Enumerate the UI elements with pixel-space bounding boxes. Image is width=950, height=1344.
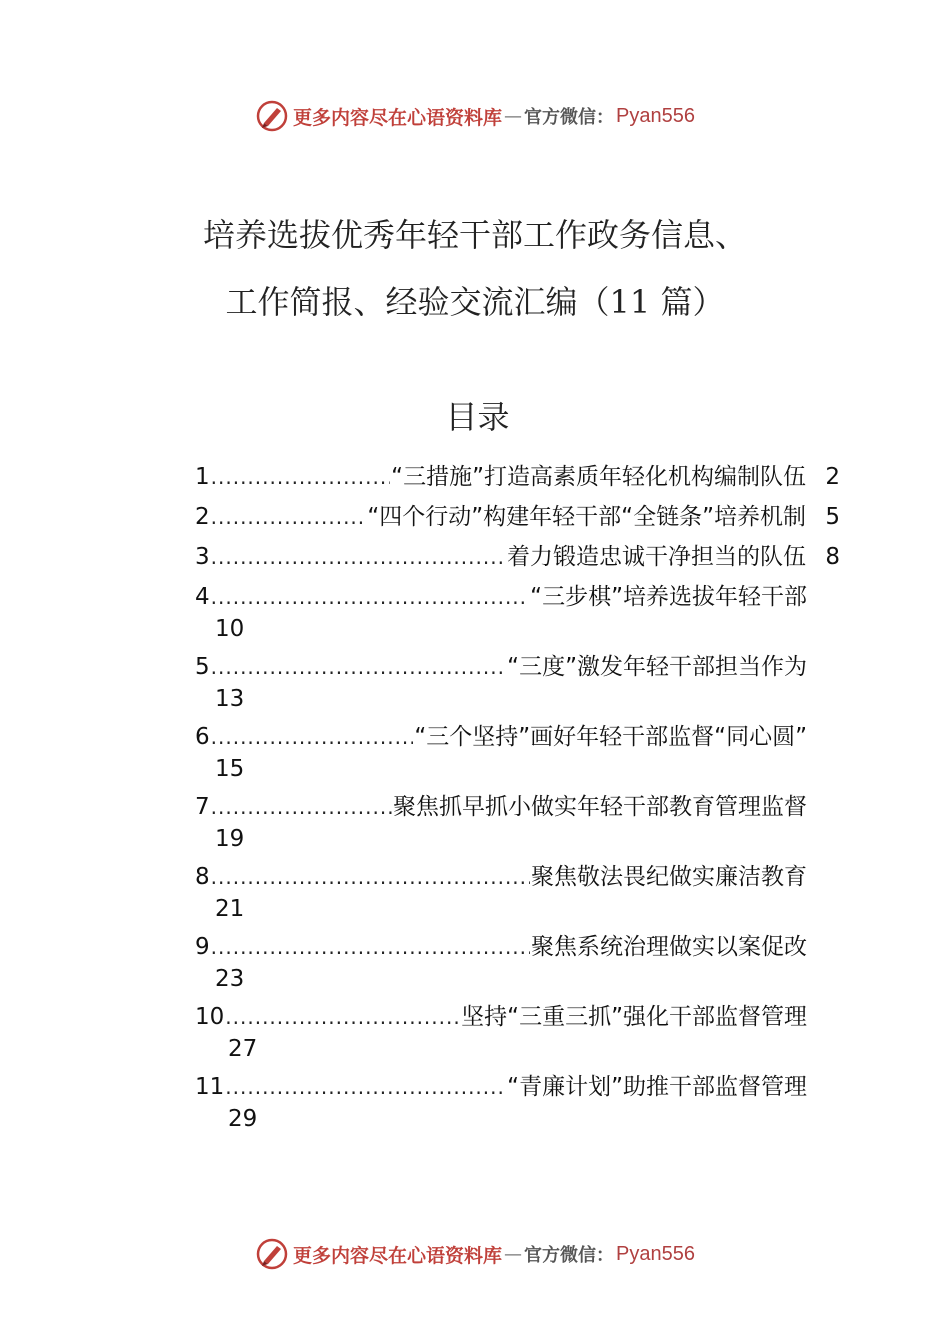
dot-leader [225,1002,460,1032]
toc-entry-number: 3 [195,544,210,570]
toc-entry-number: 4 [195,584,210,610]
toc-entry-number: 9 [195,934,210,960]
toc-entry-title: 聚焦敬法畏纪做实廉洁教育 [531,864,807,890]
dot-leader [211,932,530,962]
toc-entry-page: 13 [215,686,245,712]
document-title-line-2: 工作简报、经验交流汇编（11 篇） [225,283,725,321]
toc-entry-number: 2 [195,504,210,530]
toc-entry-page: 19 [215,826,245,852]
toc-entry[interactable] [195,722,845,792]
wechat-id: Pyan556 [616,1242,695,1265]
toc-entry[interactable] [195,462,845,502]
toc-entry[interactable] [195,932,845,1002]
toc-entry-number: 8 [195,864,210,890]
toc-entry-number: 11 [195,1074,225,1100]
toc-entry-page: 23 [215,966,245,992]
dot-leader [211,722,414,752]
toc-entry-page: 10 [215,616,245,642]
dot-leader [211,582,530,612]
toc-entry[interactable] [195,792,845,862]
pen-logo-icon [255,99,289,133]
document-title-line-1: 培养选拔优秀年轻干部工作政务信息、 [202,216,747,254]
toc-entry-page: 5 [825,504,840,530]
toc-entry-title: 聚焦抓早抓小做实年轻干部教育管理监督 [393,794,807,820]
toc-entry-page: 21 [215,896,245,922]
toc-entry-page: 15 [215,756,245,782]
toc-entry-title: “三个坚持”画好年轻干部监督“同心圆” [414,724,807,750]
table-of-contents [195,462,845,1142]
banner-dash: — [504,1243,523,1265]
toc-entry-title: 着力锻造忠诚干净担当的队伍 [507,544,806,570]
header-watermark-banner [0,96,950,136]
dot-leader [211,542,506,572]
toc-entry-number: 7 [195,794,210,820]
dot-leader [211,792,392,822]
wechat-label: 官方微信： [524,107,615,128]
toc-entry-title: “三步棋”培养选拔年轻干部 [530,584,807,610]
toc-entry[interactable] [195,502,845,542]
toc-entry[interactable] [195,582,845,652]
toc-entry-title: 坚持“三重三抓”强化干部监督管理 [461,1004,807,1030]
toc-entry-number: 6 [195,724,210,750]
toc-entry-page: 29 [228,1106,258,1132]
toc-entry[interactable] [195,1072,845,1142]
wechat-id: Pyan556 [616,104,695,127]
toc-entry-title: “三度”激发年轻干部担当作为 [507,654,807,680]
toc-entry-number: 5 [195,654,210,680]
dot-leader [211,862,530,892]
brand-text: 更多内容尽在心语资料库 [293,1244,503,1267]
toc-entry-title: “青廉计划”助推干部监督管理 [507,1074,807,1100]
toc-entry[interactable] [195,542,845,582]
toc-entry-page: 2 [825,464,840,490]
toc-entry[interactable] [195,1002,845,1072]
dot-leader [211,462,391,492]
dot-leader [211,652,507,682]
toc-entry-number: 1 [195,464,210,490]
toc-entry-number: 10 [195,1004,225,1030]
dot-leader [225,1072,506,1102]
toc-entry-title: 聚焦系统治理做实以案促改 [531,934,807,960]
brand-text: 更多内容尽在心语资料库 [293,106,503,129]
banner-dash: — [504,105,523,127]
toc-entry-page: 27 [228,1036,258,1062]
toc-entry[interactable] [195,862,845,932]
toc-heading: 目录 [445,398,510,436]
toc-entry-title: “四个行动”构建年轻干部“全链条”培养机制 [367,504,806,530]
footer-watermark-banner [0,1234,950,1274]
wechat-label: 官方微信： [524,1245,615,1266]
toc-entry[interactable] [195,652,845,722]
toc-entry-title: “三措施”打造高素质年轻化机构编制队伍 [391,464,806,490]
dot-leader [211,502,367,532]
pen-logo-icon [255,1237,289,1271]
toc-entry-page: 8 [825,544,840,570]
